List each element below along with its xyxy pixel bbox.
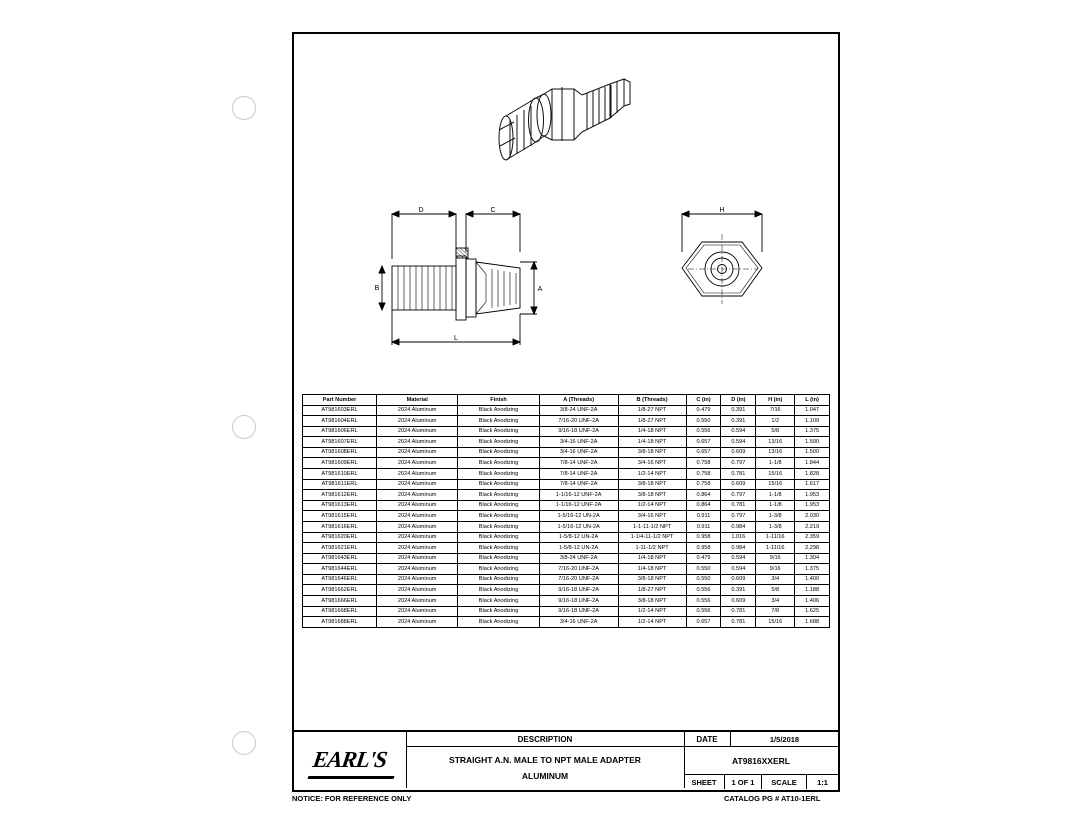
cell-b-threads: 3/8-18 NPT <box>618 490 686 501</box>
cell-material: 2024 Aluminum <box>377 553 458 564</box>
title-block <box>294 730 838 790</box>
cell-b-threads: 1-1-11-1/2 NPT <box>618 521 686 532</box>
description-line-2: ALUMINUM <box>521 771 569 781</box>
cell-finish: Black Anodizing <box>458 469 539 480</box>
cell-material: 2024 Aluminum <box>377 426 458 437</box>
cell-part-number: AT981603ERL <box>303 405 377 416</box>
cell-h-in: 1-3/8 <box>756 521 795 532</box>
cell-d-in: 0.797 <box>721 490 756 501</box>
cell-c-in: 0.758 <box>686 469 721 480</box>
cell-l-in: 1.617 <box>795 479 830 490</box>
dim-label-d: D <box>418 207 424 214</box>
cell-a-threads: 3/4-16 UNF-2A <box>539 617 618 628</box>
cell-h-in: 1-3/8 <box>756 511 795 522</box>
cell-b-threads: 1/2-14 NPT <box>618 469 686 480</box>
cell-finish: Black Anodizing <box>458 479 539 490</box>
table-row[interactable] <box>303 511 830 522</box>
brand-logo <box>294 732 407 788</box>
cell-b-threads: 3/8-18 NPT <box>618 479 686 490</box>
date-label: DATE <box>684 732 731 746</box>
cell-l-in: 1.304 <box>795 553 830 564</box>
cell-b-threads: 1/4-18 NPT <box>618 437 686 448</box>
cell-l-in: 1.109 <box>795 416 830 427</box>
cell-l-in: 1.047 <box>795 405 830 416</box>
cell-finish: Black Anodizing <box>458 585 539 596</box>
cell-l-in: 2.359 <box>795 532 830 543</box>
cell-l-in: 1.500 <box>795 437 830 448</box>
cell-material: 2024 Aluminum <box>377 532 458 543</box>
table-row[interactable] <box>303 532 830 543</box>
table-row[interactable] <box>303 617 830 628</box>
cell-l-in: 1.400 <box>795 574 830 585</box>
cell-finish: Black Anodizing <box>458 447 539 458</box>
cell-h-in: 1-11/16 <box>756 532 795 543</box>
isometric-fitting-view <box>484 62 624 192</box>
cell-d-in: 0.594 <box>721 426 756 437</box>
cell-part-number: AT981607ERL <box>303 437 377 448</box>
cell-finish: Black Anodizing <box>458 426 539 437</box>
cell-l-in: 2.030 <box>795 511 830 522</box>
cell-finish: Black Anodizing <box>458 553 539 564</box>
cell-b-threads: 1/4-18 NPT <box>618 553 686 564</box>
cell-c-in: 0.550 <box>686 574 721 585</box>
cell-l-in: 1.688 <box>795 617 830 628</box>
cell-part-number: AT981610ERL <box>303 469 377 480</box>
cell-finish: Black Anodizing <box>458 543 539 554</box>
cell-l-in: 1.406 <box>795 595 830 606</box>
cell-a-threads: 7/8-14 UNF-2A <box>539 469 618 480</box>
cell-material: 2024 Aluminum <box>377 564 458 575</box>
table-row[interactable] <box>303 595 830 606</box>
cell-h-in: 1-1/8 <box>756 458 795 469</box>
cell-h-in: 7/16 <box>756 405 795 416</box>
col-header-part-number: Part Number <box>303 395 377 406</box>
cell-part-number: AT981662ERL <box>303 585 377 596</box>
cell-part-number: AT981668ERL <box>303 606 377 617</box>
cell-material: 2024 Aluminum <box>377 405 458 416</box>
table-row[interactable] <box>303 426 830 437</box>
cell-b-threads: 3/8-18 NPT <box>618 574 686 585</box>
cell-a-threads: 9/16-18 UNF-2A <box>539 426 618 437</box>
cell-d-in: 0.781 <box>721 500 756 511</box>
cell-b-threads: 1-11-1/2 NPT <box>618 543 686 554</box>
cell-c-in: 0.556 <box>686 585 721 596</box>
cell-material: 2024 Aluminum <box>377 490 458 501</box>
cell-c-in: 0.958 <box>686 532 721 543</box>
cell-part-number: AT981609ERL <box>303 458 377 469</box>
cell-c-in: 0.556 <box>686 595 721 606</box>
cell-c-in: 0.550 <box>686 416 721 427</box>
front-end-view <box>664 204 794 364</box>
cell-h-in: 9/16 <box>756 564 795 575</box>
scale-value: 1:1 <box>817 777 828 787</box>
col-header-b-threads: B (Threads) <box>618 395 686 406</box>
cell-material: 2024 Aluminum <box>377 437 458 448</box>
punch-hole-top <box>232 96 256 120</box>
cell-l-in: 2.298 <box>795 543 830 554</box>
cell-d-in: 0.609 <box>721 479 756 490</box>
cell-h-in: 15/16 <box>756 617 795 628</box>
cell-finish: Black Anodizing <box>458 564 539 575</box>
side-section-view <box>374 204 604 384</box>
cell-material: 2024 Aluminum <box>377 511 458 522</box>
cell-c-in: 0.479 <box>686 405 721 416</box>
description-cell <box>406 732 685 788</box>
cell-part-number: AT981604ERL <box>303 416 377 427</box>
notice-text: NOTICE: FOR REFERENCE ONLY <box>292 794 412 803</box>
cell-b-threads: 3/8-18 NPT <box>618 447 686 458</box>
cell-part-number: AT981612ERL <box>303 490 377 501</box>
cell-c-in: 0.556 <box>686 426 721 437</box>
dim-label-a: A <box>537 286 543 293</box>
cell-l-in: 1.375 <box>795 564 830 575</box>
col-header-a-threads: A (Threads) <box>539 395 618 406</box>
cell-a-threads: 7/16-20 UNF-2A <box>539 564 618 575</box>
cell-c-in: 0.479 <box>686 553 721 564</box>
col-header-finish: Finish <box>458 395 539 406</box>
cell-part-number: AT981606ERL <box>303 426 377 437</box>
cell-l-in: 1.188 <box>795 585 830 596</box>
cell-c-in: 0.556 <box>686 606 721 617</box>
table-row[interactable] <box>303 500 830 511</box>
cell-a-threads: 1-1/16-12 UNF-2A <box>539 500 618 511</box>
cell-c-in: 0.758 <box>686 479 721 490</box>
cell-h-in: 3/4 <box>756 574 795 585</box>
table-row[interactable] <box>303 553 830 564</box>
table-row[interactable] <box>303 490 830 501</box>
cell-l-in: 1.375 <box>795 426 830 437</box>
cell-a-threads: 9/16-18 UNF-2A <box>539 595 618 606</box>
cell-c-in: 0.657 <box>686 447 721 458</box>
brand-logo-text: EARL'S <box>311 747 389 772</box>
cell-material: 2024 Aluminum <box>377 606 458 617</box>
table-row[interactable] <box>303 564 830 575</box>
cell-c-in: 0.758 <box>686 458 721 469</box>
cell-finish: Black Anodizing <box>458 416 539 427</box>
table-row[interactable] <box>303 405 830 416</box>
cell-d-in: 0.781 <box>721 469 756 480</box>
cell-a-threads: 3/8-24 UNF-2A <box>539 405 618 416</box>
spec-table <box>302 394 830 628</box>
sheet-label: SHEET <box>684 775 725 789</box>
cell-part-number: AT981611ERL <box>303 479 377 490</box>
cell-h-in: 1/2 <box>756 416 795 427</box>
part-code: AT9816XXERL <box>684 747 838 775</box>
cell-finish: Black Anodizing <box>458 500 539 511</box>
cell-c-in: 0.911 <box>686 521 721 532</box>
specification-table <box>302 394 830 628</box>
cell-part-number: AT981644ERL <box>303 564 377 575</box>
cell-c-in: 0.911 <box>686 511 721 522</box>
dim-label-l: L <box>454 335 458 342</box>
cell-h-in: 1-1/8 <box>756 490 795 501</box>
scale-label: SCALE <box>762 775 807 789</box>
cell-part-number: AT981616ERL <box>303 521 377 532</box>
cell-material: 2024 Aluminum <box>377 479 458 490</box>
cell-part-number: AT981620ERL <box>303 532 377 543</box>
cell-part-number: AT981646ERL <box>303 574 377 585</box>
table-row[interactable] <box>303 437 830 448</box>
cell-b-threads: 1/4-18 NPT <box>618 426 686 437</box>
cell-d-in: 0.609 <box>721 574 756 585</box>
col-header-d: D (in) <box>721 395 756 406</box>
cell-finish: Black Anodizing <box>458 595 539 606</box>
cell-material: 2024 Aluminum <box>377 447 458 458</box>
table-row[interactable] <box>303 479 830 490</box>
cell-h-in: 1-1/8 <box>756 500 795 511</box>
cell-d-in: 0.781 <box>721 617 756 628</box>
cell-b-threads: 1/2-14 NPT <box>618 500 686 511</box>
cell-finish: Black Anodizing <box>458 511 539 522</box>
table-row[interactable] <box>303 447 830 458</box>
cell-b-threads: 1/8-27 NPT <box>618 585 686 596</box>
cell-b-threads: 3/4-16 NPT <box>618 511 686 522</box>
col-header-h: H (in) <box>756 395 795 406</box>
cell-a-threads: 9/16-18 UNF-2A <box>539 585 618 596</box>
cell-l-in: 1.844 <box>795 458 830 469</box>
cell-a-threads: 9/16-18 UNF-2A <box>539 606 618 617</box>
cell-b-threads: 3/8-18 NPT <box>618 595 686 606</box>
cell-part-number: AT981621ERL <box>303 543 377 554</box>
cell-a-threads: 3/8-24 UNF-2A <box>539 553 618 564</box>
punch-hole-bottom <box>232 731 256 755</box>
cell-a-threads: 3/4-16 UNF-2A <box>539 447 618 458</box>
cell-h-in: 15/16 <box>756 469 795 480</box>
cell-h-in: 15/16 <box>756 479 795 490</box>
sheet-value: 1 OF 1 <box>725 775 762 789</box>
cell-d-in: 0.391 <box>721 585 756 596</box>
cell-part-number: AT981615ERL <box>303 511 377 522</box>
cell-l-in: 1.625 <box>795 606 830 617</box>
cell-h-in: 9/16 <box>756 553 795 564</box>
cell-material: 2024 Aluminum <box>377 595 458 606</box>
cell-finish: Black Anodizing <box>458 521 539 532</box>
cell-h-in: 5/8 <box>756 585 795 596</box>
cell-part-number: AT981666ERL <box>303 595 377 606</box>
cell-part-number: AT981643ERL <box>303 553 377 564</box>
brand-logo-underline <box>307 776 394 779</box>
cell-b-threads: 1/2-14 NPT <box>618 606 686 617</box>
punch-hole-middle <box>232 415 256 439</box>
cell-h-in: 3/4 <box>756 595 795 606</box>
cell-finish: Black Anodizing <box>458 405 539 416</box>
cell-a-threads: 1-5/16-12 UN-2A <box>539 521 618 532</box>
sheet-scale-row <box>684 775 838 789</box>
cell-l-in: 1.500 <box>795 447 830 458</box>
description-label: DESCRIPTION <box>406 732 684 747</box>
cell-b-threads: 1/2-14 NPT <box>618 617 686 628</box>
cell-finish: Black Anodizing <box>458 458 539 469</box>
cell-c-in: 0.657 <box>686 437 721 448</box>
drawing-frame <box>292 32 840 792</box>
date-value: 1/5/2018 <box>769 734 800 744</box>
table-row[interactable] <box>303 416 830 427</box>
table-row[interactable] <box>303 585 830 596</box>
cell-d-in: 0.594 <box>721 564 756 575</box>
cell-b-threads: 1/4-18 NPT <box>618 564 686 575</box>
cell-material: 2024 Aluminum <box>377 416 458 427</box>
cell-b-threads: 1-1/4-11-1/2 NPT <box>618 532 686 543</box>
cell-part-number: AT981608ERL <box>303 447 377 458</box>
cell-part-number: AT981613ERL <box>303 500 377 511</box>
cell-c-in: 0.550 <box>686 564 721 575</box>
table-row[interactable] <box>303 458 830 469</box>
cell-a-threads: 7/16-20 UNF-2A <box>539 574 618 585</box>
cell-l-in: 1.828 <box>795 469 830 480</box>
cell-a-threads: 1-5/16-12 UN-2A <box>539 511 618 522</box>
cell-a-threads: 1-5/8-12 UN-2A <box>539 543 618 554</box>
cell-a-threads: 7/8-14 UNF-2A <box>539 458 618 469</box>
cell-a-threads: 7/8-14 UNF-2A <box>539 479 618 490</box>
cell-l-in: 2.219 <box>795 521 830 532</box>
date-row <box>684 732 838 747</box>
cell-h-in: 5/8 <box>756 426 795 437</box>
cell-h-in: 13/16 <box>756 447 795 458</box>
cell-material: 2024 Aluminum <box>377 458 458 469</box>
dim-label-b: B <box>374 285 380 292</box>
cell-d-in: 0.609 <box>721 595 756 606</box>
table-row[interactable] <box>303 521 830 532</box>
cell-material: 2024 Aluminum <box>377 469 458 480</box>
cell-d-in: 0.594 <box>721 553 756 564</box>
cell-a-threads: 1-5/8-12 UN-2A <box>539 532 618 543</box>
cell-material: 2024 Aluminum <box>377 574 458 585</box>
cell-b-threads: 1/8-27 NPT <box>618 416 686 427</box>
cell-d-in: 0.391 <box>721 416 756 427</box>
cell-d-in: 0.984 <box>721 521 756 532</box>
cell-h-in: 1-11/16 <box>756 543 795 554</box>
col-header-l: L (in) <box>795 395 830 406</box>
cell-d-in: 0.781 <box>721 606 756 617</box>
cell-c-in: 0.657 <box>686 617 721 628</box>
cell-d-in: 0.609 <box>721 447 756 458</box>
cell-a-threads: 1-1/16-12 UNF-2A <box>539 490 618 501</box>
dim-label-c: C <box>490 207 496 214</box>
cell-c-in: 0.864 <box>686 500 721 511</box>
cell-l-in: 1.953 <box>795 490 830 501</box>
cell-finish: Black Anodizing <box>458 606 539 617</box>
cell-material: 2024 Aluminum <box>377 521 458 532</box>
cell-d-in: 0.391 <box>721 405 756 416</box>
cell-finish: Black Anodizing <box>458 532 539 543</box>
cell-d-in: 0.797 <box>721 511 756 522</box>
table-row[interactable] <box>303 606 830 617</box>
cell-finish: Black Anodizing <box>458 617 539 628</box>
cell-d-in: 0.797 <box>721 458 756 469</box>
cell-h-in: 13/16 <box>756 437 795 448</box>
cell-material: 2024 Aluminum <box>377 585 458 596</box>
cell-h-in: 7/8 <box>756 606 795 617</box>
cell-a-threads: 3/4-16 UNF-2A <box>539 437 618 448</box>
dim-label-h: H <box>719 207 725 214</box>
cell-finish: Black Anodizing <box>458 574 539 585</box>
table-header-row <box>303 395 830 406</box>
col-header-c: C (in) <box>686 395 721 406</box>
cell-part-number: AT981688ERL <box>303 617 377 628</box>
drawing-area <box>294 34 838 389</box>
cell-finish: Black Anodizing <box>458 490 539 501</box>
cell-a-threads: 7/16-20 UNF-2A <box>539 416 618 427</box>
cell-material: 2024 Aluminum <box>377 617 458 628</box>
cell-d-in: 1.016 <box>721 532 756 543</box>
table-row[interactable] <box>303 543 830 554</box>
cell-c-in: 0.958 <box>686 543 721 554</box>
cell-b-threads: 3/4-16 NPT <box>618 458 686 469</box>
cell-d-in: 0.984 <box>721 543 756 554</box>
description-line-1: STRAIGHT A.N. MALE TO NPT MALE ADAPTER <box>449 754 641 765</box>
cell-material: 2024 Aluminum <box>377 500 458 511</box>
col-header-material: Material <box>377 395 458 406</box>
cell-material: 2024 Aluminum <box>377 543 458 554</box>
cell-b-threads: 1/8-27 NPT <box>618 405 686 416</box>
cell-finish: Black Anodizing <box>458 437 539 448</box>
cell-l-in: 1.953 <box>795 500 830 511</box>
table-row[interactable] <box>303 469 830 480</box>
table-row[interactable] <box>303 574 830 585</box>
description-value <box>406 747 684 789</box>
title-block-right <box>684 732 838 788</box>
catalog-page-text: CATALOG PG # AT10-1ERL <box>724 794 821 803</box>
cell-c-in: 0.864 <box>686 490 721 501</box>
table-body <box>303 405 830 627</box>
cell-d-in: 0.594 <box>721 437 756 448</box>
